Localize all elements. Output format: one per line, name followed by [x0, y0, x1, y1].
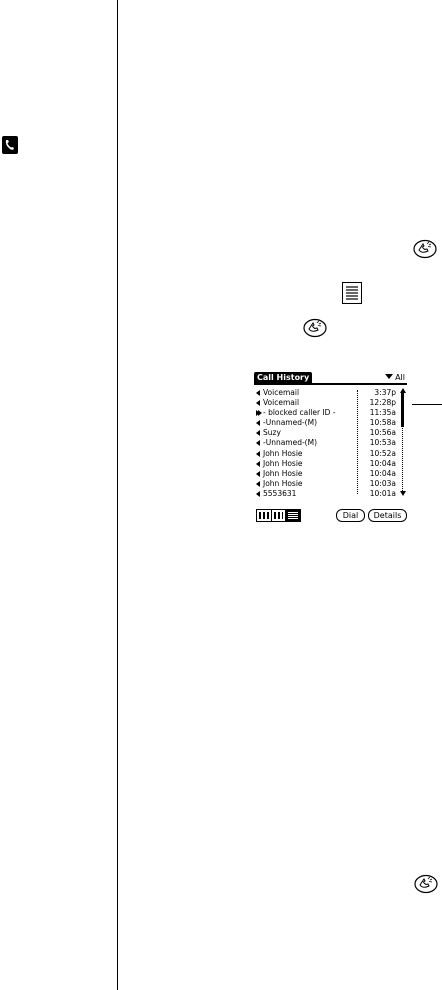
list-item[interactable]	[254, 418, 407, 428]
phone-app-icon	[2, 136, 18, 154]
incoming-call-icon	[256, 400, 260, 406]
incoming-call-icon	[256, 430, 260, 436]
screen-title[interactable]: Call History	[254, 372, 312, 384]
page-margin-rule	[117, 0, 118, 990]
call-time: 10:04a	[369, 458, 396, 468]
dial-button[interactable]: Dial	[336, 509, 365, 522]
scrollbar[interactable]	[400, 388, 405, 496]
caller-name: - blocked caller ID -	[263, 408, 336, 418]
call-time: 12:28p	[369, 398, 396, 408]
list-item[interactable]	[254, 438, 407, 448]
call-history-screen	[254, 372, 407, 525]
list-view-icon	[342, 282, 362, 304]
caller-name: Voicemail	[263, 388, 300, 397]
caller-name: Voicemail	[263, 398, 300, 408]
caller-name: John Hosie	[263, 478, 303, 488]
caller-name: John Hosie	[263, 448, 303, 458]
talk-button-icon	[303, 318, 327, 338]
list-item[interactable]	[254, 469, 407, 479]
incoming-call-icon	[256, 471, 260, 477]
call-list	[254, 388, 407, 499]
missed-call-icon	[256, 410, 260, 416]
talk-button-icon	[413, 239, 437, 259]
incoming-call-icon	[256, 440, 260, 446]
callout-line	[412, 404, 442, 405]
scroll-thumb[interactable]	[401, 393, 404, 427]
incoming-call-icon	[256, 481, 260, 487]
title-bar	[254, 372, 407, 385]
call-time: 3:37p	[374, 388, 396, 397]
dial-pad-view-icon[interactable]	[272, 510, 287, 521]
command-bar	[254, 508, 407, 522]
incoming-call-icon	[256, 451, 260, 457]
caller-name: 5553631	[263, 488, 297, 498]
list-item[interactable]	[254, 449, 407, 459]
incoming-call-icon	[256, 390, 260, 396]
list-item[interactable]	[254, 459, 407, 469]
caller-name: John Hosie	[263, 468, 303, 478]
caller-name: -Unnamed-(M)	[263, 438, 318, 448]
scroll-down-icon[interactable]	[400, 491, 406, 496]
view-selector	[256, 509, 301, 522]
call-time: 10:58a	[369, 418, 396, 428]
favorites-view-icon[interactable]	[257, 510, 272, 521]
list-item[interactable]	[254, 489, 407, 499]
filter-picker[interactable]	[385, 372, 405, 384]
incoming-call-icon	[256, 420, 260, 426]
details-button[interactable]: Details	[368, 509, 407, 522]
call-time: 10:03a	[369, 478, 396, 488]
list-item[interactable]	[254, 479, 407, 489]
incoming-call-icon	[256, 461, 260, 467]
caller-name: Suzy	[263, 428, 281, 438]
call-history-view-icon[interactable]	[286, 510, 300, 521]
column-divider	[357, 390, 358, 494]
call-time: 10:04a	[369, 468, 396, 478]
call-time: 10:53a	[369, 438, 396, 448]
caller-name: John Hosie	[263, 458, 303, 468]
incoming-call-icon	[256, 491, 260, 497]
caller-name: -Unnamed-(M)	[263, 418, 318, 428]
talk-button-icon	[414, 874, 438, 894]
call-time: 10:01a	[369, 488, 396, 498]
list-item[interactable]	[254, 398, 407, 408]
list-item[interactable]	[254, 408, 407, 418]
call-time: 11:35a	[369, 408, 396, 418]
list-item[interactable]	[254, 428, 407, 438]
title-underline	[254, 383, 407, 385]
list-item[interactable]	[254, 388, 407, 398]
chevron-down-icon	[385, 374, 393, 379]
call-time: 10:52a	[369, 448, 396, 458]
call-time: 10:56a	[369, 428, 396, 438]
filter-label: All	[395, 373, 405, 382]
